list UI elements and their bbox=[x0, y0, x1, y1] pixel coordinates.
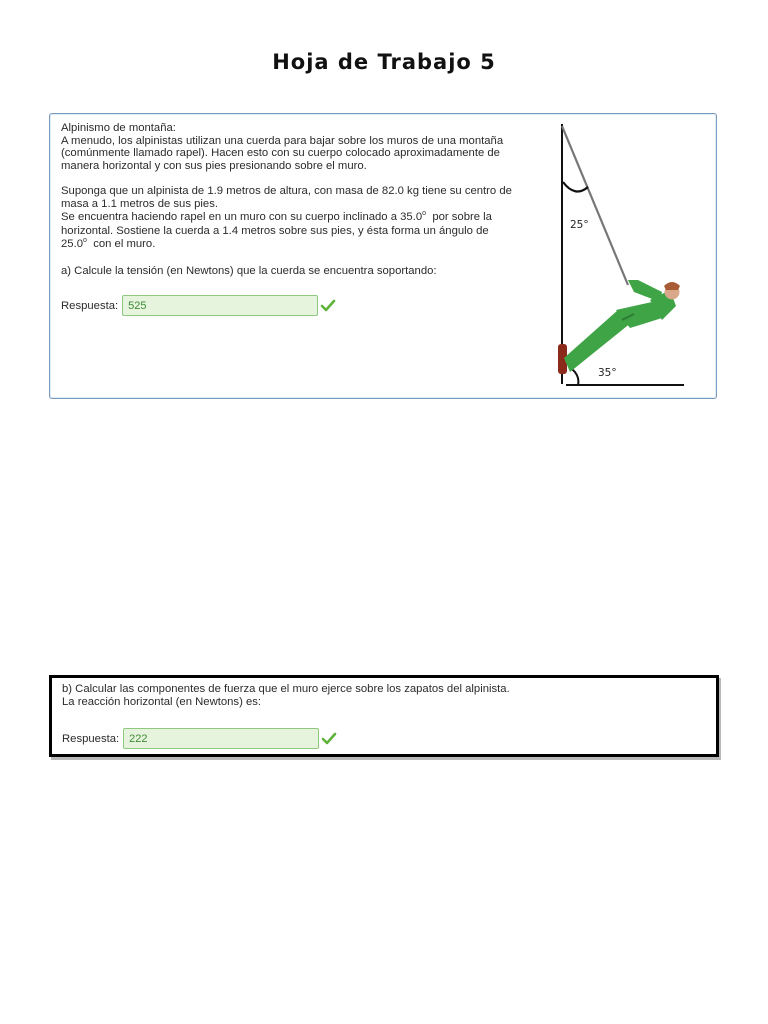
answer-label: Respuesta: bbox=[61, 299, 119, 312]
data-line: horizontal. Sostiene la cuerda a 1.4 metros sobre sus pies, y ésta forma un ángulo de bbox=[61, 225, 489, 238]
question-b-line: b) Calcular las componentes de fuerza que el muro ejerce sobre los zapatos del alpinista. bbox=[62, 683, 510, 695]
intro-line: A menudo, los alpinistas utilizan una cuerda para bajar sobre los muros de una montaña bbox=[61, 134, 504, 147]
answer-field-a[interactable]: 525 bbox=[122, 295, 318, 316]
problem-text bbox=[61, 122, 536, 278]
data-line: Suponga que un alpinista de 1.9 metros de altura, con masa de 82.0 kg tiene su centro de bbox=[61, 185, 512, 198]
angle-label-rope: 25° bbox=[570, 219, 589, 231]
rope bbox=[562, 126, 628, 285]
intro-line: manera horizontal y con sus pies presionando sobre el muro. bbox=[61, 159, 367, 172]
data-line-part: 25.0 bbox=[61, 237, 83, 250]
question-card-b bbox=[49, 675, 719, 757]
data-line-part: con el muro. bbox=[93, 237, 156, 250]
intro-line: (comúnmente llamado rapel). Hacen esto con su cuerpo colocado aproximadamente de bbox=[61, 147, 500, 160]
check-icon bbox=[320, 299, 336, 313]
data-line-part: por sobre la bbox=[432, 210, 492, 223]
answer-row-b bbox=[62, 728, 337, 749]
answer-field-b[interactable]: 222 bbox=[123, 728, 319, 749]
data-line bbox=[61, 211, 536, 226]
data-line: masa a 1.1 metros de sus pies. bbox=[61, 197, 218, 210]
angle-label-body: 35° bbox=[598, 367, 617, 379]
page-title: Hoja de Trabajo 5 bbox=[272, 50, 496, 74]
degree-mark: o bbox=[422, 209, 427, 217]
answer-label: Respuesta: bbox=[62, 732, 120, 745]
climber-icon bbox=[558, 280, 680, 374]
problem-text-b bbox=[62, 683, 702, 708]
climber-figure bbox=[558, 122, 708, 394]
check-icon bbox=[321, 732, 337, 746]
answer-row-a bbox=[61, 295, 336, 316]
question-card-a bbox=[49, 113, 717, 399]
question-b-line: La reacción horizontal (en Newtons) es: bbox=[62, 695, 262, 708]
angle-arc-rope bbox=[563, 182, 588, 191]
angle-arc-body bbox=[572, 369, 578, 385]
data-line-part: Se encuentra haciendo rapel en un muro con su cuerpo inclinado a 35.0 bbox=[61, 210, 423, 223]
question-a: a) Calcule la tensión (en Newtons) que la cuerda se encuentra soportando: bbox=[61, 265, 437, 278]
data-line bbox=[61, 238, 536, 253]
problem-heading: Alpinismo de montaña: bbox=[61, 122, 176, 134]
degree-mark: o bbox=[83, 236, 87, 244]
